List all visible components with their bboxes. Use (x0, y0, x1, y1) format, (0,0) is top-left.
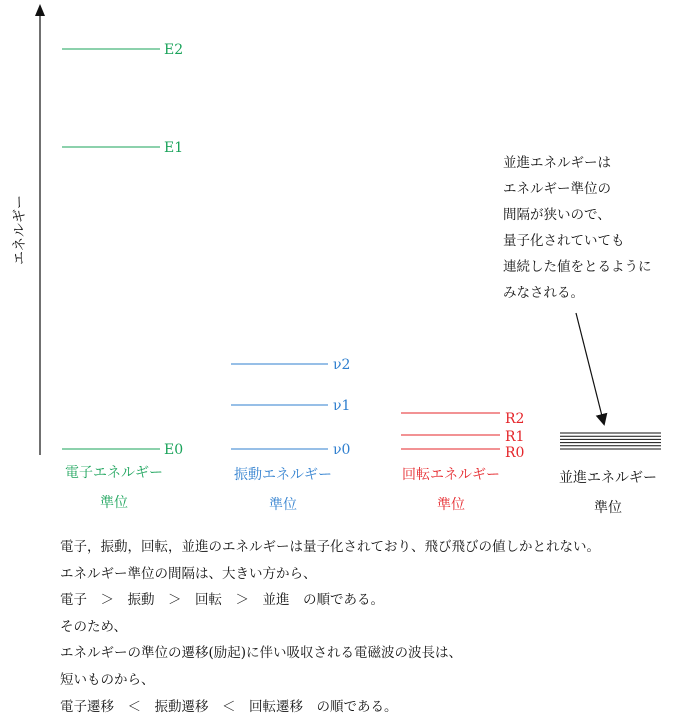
electronic-level-e1-label: E1 (164, 140, 184, 156)
vibrational-level-v0-label: ν0 (333, 442, 351, 458)
rotational-level-r1-label: R1 (505, 429, 525, 445)
explanation-line: 短いものから、 (60, 671, 155, 688)
translational-header (548, 463, 668, 523)
electronic-levels (62, 42, 183, 458)
explanation-line: そのため、 (60, 618, 127, 635)
explanation-text (60, 534, 690, 720)
translational-header-line1: 並進エネルギー (559, 470, 657, 486)
vibrational-header-line2: 準位 (269, 497, 297, 513)
electronic-header-line1: 電子エネルギー (65, 465, 163, 481)
rotational-levels (401, 411, 524, 461)
annotation-line: 連続した値をとるように (503, 259, 652, 275)
electronic-header-line2: 準位 (100, 495, 128, 511)
translational-levels (560, 433, 661, 449)
rotational-level-r0-label: R0 (505, 445, 525, 461)
annotation-line: 間隔が狭いので、 (503, 207, 611, 223)
explanation-line: エネルギーの準位の遷移(励起)に伴い吸収される電磁波の波長は、 (60, 645, 463, 662)
energy-axis-arrowhead (35, 4, 45, 16)
rotational-header (391, 460, 511, 520)
translational-header-line2: 準位 (594, 500, 622, 516)
explanation-line: 電子 ＞ 振動 ＞ 回転 ＞ 並進 の順である。 (60, 592, 384, 609)
rotational-header-line1: 回転エネルギー (402, 467, 500, 483)
vibrational-header (223, 460, 343, 520)
electronic-level-e2-label: E2 (164, 42, 184, 58)
explanation-line: 電子，振動，回転，並進のエネルギーは量子化されており、飛び飛びの値しかとれない。 (60, 539, 600, 555)
explanation-line: 電子遷移 ＜ 振動遷移 ＜ 回転遷移 の順である。 (60, 698, 398, 715)
electronic-header (54, 458, 174, 518)
rotational-level-r2-label: R2 (505, 411, 525, 427)
vibrational-level-v2-label: ν2 (333, 357, 351, 373)
annotation-arrow (576, 313, 603, 420)
translational-annotation (503, 150, 693, 306)
annotation-line: みなされる。 (503, 285, 584, 301)
annotation-line: エネルギー準位の (503, 181, 611, 197)
annotation-line: 並進エネルギーは (503, 155, 611, 171)
energy-axis-label: エネルギー (12, 195, 28, 265)
rotational-header-line2: 準位 (437, 497, 465, 513)
vibrational-levels (231, 357, 350, 458)
explanation-line: エネルギー準位の間隔は、大きい方から、 (60, 565, 317, 582)
electronic-level-e0-label: E0 (164, 442, 184, 458)
vibrational-level-v1-label: ν1 (333, 398, 351, 414)
vibrational-header-line1: 振動エネルギー (234, 467, 332, 483)
annotation-line: 量子化されていても (503, 233, 625, 249)
